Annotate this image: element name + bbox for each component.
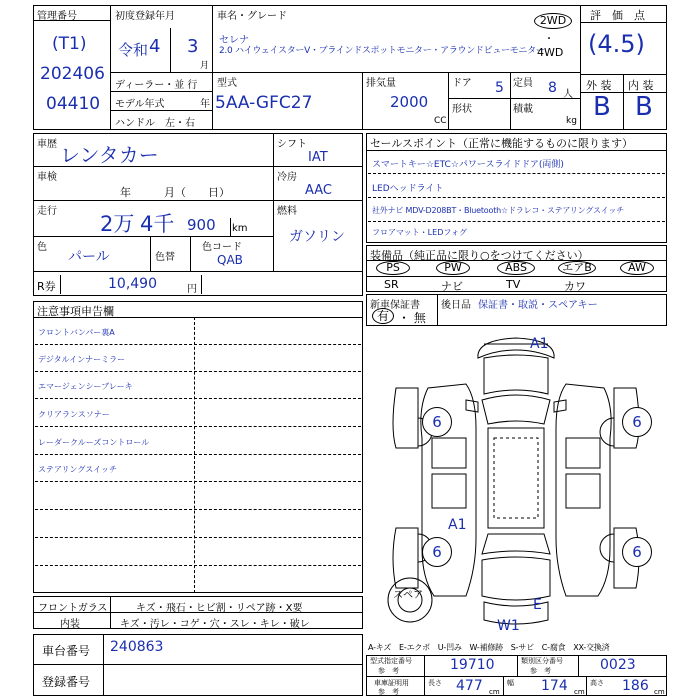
fuel-value: ガソリン: [289, 229, 345, 245]
equip-sr: SR: [384, 278, 399, 291]
equip-navi: ナビ: [441, 280, 463, 293]
kanri-label: 管理番号: [37, 11, 77, 22]
header-block: [33, 5, 667, 130]
car-grade: 2.0 ハイウェイスターV・ブラインドスポットモニター・アラウンドビューモニター: [219, 46, 545, 56]
length-unit: cm: [489, 688, 500, 696]
exterior-grade: B: [593, 92, 611, 122]
equip-leather: カワ: [564, 280, 586, 293]
first-reg-year: 4: [149, 36, 161, 57]
ac-value: AAC: [305, 183, 332, 198]
model-year-label: モデル年式: [115, 99, 165, 110]
kg-unit: kg: [566, 116, 577, 126]
kanri-code: (T1): [52, 34, 87, 54]
r-label: R券: [37, 280, 56, 293]
color-code-value: QAB: [217, 253, 243, 267]
interior-cond-value: キズ・汚レ・コゲ・穴・スレ・キレ・破レ: [120, 619, 310, 630]
capacity-value: 8: [548, 80, 557, 96]
yen-unit: 円: [187, 284, 197, 295]
height-value: 186: [622, 678, 649, 694]
equip-ps: PS: [376, 261, 410, 275]
front-glass-label: フロントガラス: [38, 603, 108, 614]
length-label: 長さ: [428, 679, 442, 687]
equip-pw: PW: [436, 261, 470, 275]
damage-legend: A-キズ E-エクボ U-凹み W-補修跡 S-サビ C-腐食 XX-交換済: [368, 643, 610, 652]
front-glass-value: キズ・飛石・ヒビ割・リペア跡・X要: [136, 603, 303, 614]
kanri-num2: 04410: [46, 94, 101, 114]
first-reg-month-unit: 月: [200, 61, 210, 71]
score-value: (4.5): [588, 30, 645, 58]
ac-label: 冷房: [277, 172, 297, 183]
first-reg-month: 3: [187, 36, 199, 57]
kanri-num1: 202406: [40, 64, 105, 84]
mark-left-upper: 6: [422, 407, 452, 437]
reg-label: 登録番号: [42, 675, 91, 689]
displacement-label: 排気量: [366, 78, 396, 89]
doors-label: ドア: [452, 78, 472, 89]
note-item-6: ステアリングスイッチ: [38, 465, 117, 474]
sales-point-1: スマートキー☆ETC☆パワースライドドア(両側): [372, 160, 564, 170]
color-code-label: 色コード: [202, 242, 242, 253]
docs-value: 保証書・取説・スペアキー: [478, 300, 598, 311]
color-value: パール: [68, 249, 110, 265]
fuel-label: 燃料: [277, 206, 297, 217]
load-label: 積載: [513, 104, 533, 115]
notes-title: 注意事項申告欄: [37, 305, 114, 318]
cc-unit: CC: [434, 116, 447, 126]
km-unit: km: [232, 223, 248, 234]
drive-4wd: 4WD: [537, 46, 564, 59]
width-value: 174: [541, 678, 568, 694]
capacity-unit: 人: [563, 89, 573, 100]
equipment-title: 装備品（純正品に限り○をつけてください）: [370, 249, 589, 262]
type-spec-value: 19710: [450, 657, 495, 673]
height-label: 高さ: [590, 679, 604, 687]
length-value: 477: [456, 678, 483, 694]
score-label: 評 価 点: [590, 9, 645, 22]
note-item-5: レーダークルーズコントロール: [38, 438, 150, 447]
r-value: 10,490: [108, 276, 157, 292]
chassis-label: 車台番号: [42, 644, 91, 658]
class-label: 類別区分番号: [521, 657, 563, 665]
equip-abs: ABS: [497, 261, 535, 275]
height-unit: cm: [654, 688, 665, 696]
model-label: 型式: [217, 78, 237, 89]
history-value: レンタカー: [60, 143, 159, 167]
car-name: セレナ: [219, 35, 249, 46]
warranty-no: ・ 無: [398, 311, 426, 325]
mark-left-mid-a1: A1: [448, 517, 467, 533]
class-value: 0023: [600, 657, 636, 673]
cert-sub: 参 考: [378, 688, 399, 696]
color-label: 色: [37, 242, 47, 253]
equip-aw: AW: [620, 261, 654, 275]
mileage-sen: 4千: [140, 212, 175, 236]
mileage-rest: 900: [187, 216, 216, 234]
width-unit: cm: [574, 688, 585, 696]
cert-label: 車庫証明用: [374, 679, 409, 687]
handle-label: ハンドル 左・右: [115, 118, 195, 129]
shaken-value: 年 月（ 日）: [120, 186, 230, 199]
dealer-label: ディーラー・並 行: [115, 80, 198, 91]
note-item-1: フロントバンパー裏A: [38, 328, 115, 337]
mark-left-lower: 6: [422, 537, 452, 567]
docs-label: 後日品: [441, 300, 471, 311]
warranty-yes: 有: [372, 308, 394, 324]
doors-value: 5: [495, 80, 504, 96]
mark-rear-e: E: [533, 597, 542, 613]
history-label: 車歴: [37, 139, 57, 150]
mark-right-upper: 6: [622, 407, 652, 437]
warranty-label: 新車保証書: [370, 300, 420, 311]
model-value: 5AA-GFC27: [215, 93, 313, 113]
note-item-2: デジタルインナーミラー: [38, 355, 126, 364]
sales-point-4: フロアマット・LEDフォグ: [372, 228, 467, 237]
mark-right-lower: 6: [622, 537, 652, 567]
type-spec-sub: 参 考: [378, 667, 399, 675]
equip-tv: TV: [506, 278, 521, 291]
drive-dot: ・: [544, 34, 554, 45]
shaken-label: 車検: [37, 172, 57, 183]
interior-label: 内 装: [628, 79, 654, 92]
sales-title: セールスポイント（正常に機能するものに限ります）: [370, 137, 634, 150]
model-year-unit: 年: [200, 99, 210, 110]
sales-point-3: 社外ナビ MDV-D208BT・Bluetooth☆ドラレコ・ステアリングスイッチ: [372, 206, 624, 215]
first-reg-label: 初度登録年月: [115, 11, 175, 22]
name-label: 車名・グレード: [217, 11, 287, 22]
exterior-label: 外 装: [586, 79, 612, 92]
first-reg-era: 令和: [118, 41, 149, 59]
mark-rear-w1: W1: [497, 618, 520, 634]
note-item-4: クリアランスソナー: [38, 410, 110, 419]
width-label: 幅: [507, 679, 514, 687]
mileage-man: 2万: [100, 212, 135, 236]
shift-label: シフト: [277, 139, 307, 150]
displacement-value: 2000: [390, 93, 429, 111]
spare-label: スペア: [393, 590, 423, 601]
interior-grade: B: [635, 92, 653, 122]
equip-airbag: エアB: [558, 261, 596, 275]
note-item-3: エマージェンシーブレーキ: [38, 382, 133, 391]
mileage-label: 走行: [37, 206, 57, 217]
color-change-label: 色替: [155, 252, 175, 263]
capacity-label: 定員: [513, 78, 533, 89]
chassis-value: 240863: [110, 639, 164, 655]
mark-top-a1: A1: [530, 336, 549, 352]
interior-cond-label: 内装: [60, 619, 80, 630]
sales-point-2: LEDヘッドライト: [372, 184, 444, 194]
class-sub: 参 考: [530, 667, 551, 675]
shift-value: IAT: [308, 150, 328, 165]
type-spec-label: 型式指定番号: [370, 657, 412, 665]
shape-label: 形状: [452, 104, 472, 115]
drive-2wd: 2WD: [534, 13, 572, 29]
